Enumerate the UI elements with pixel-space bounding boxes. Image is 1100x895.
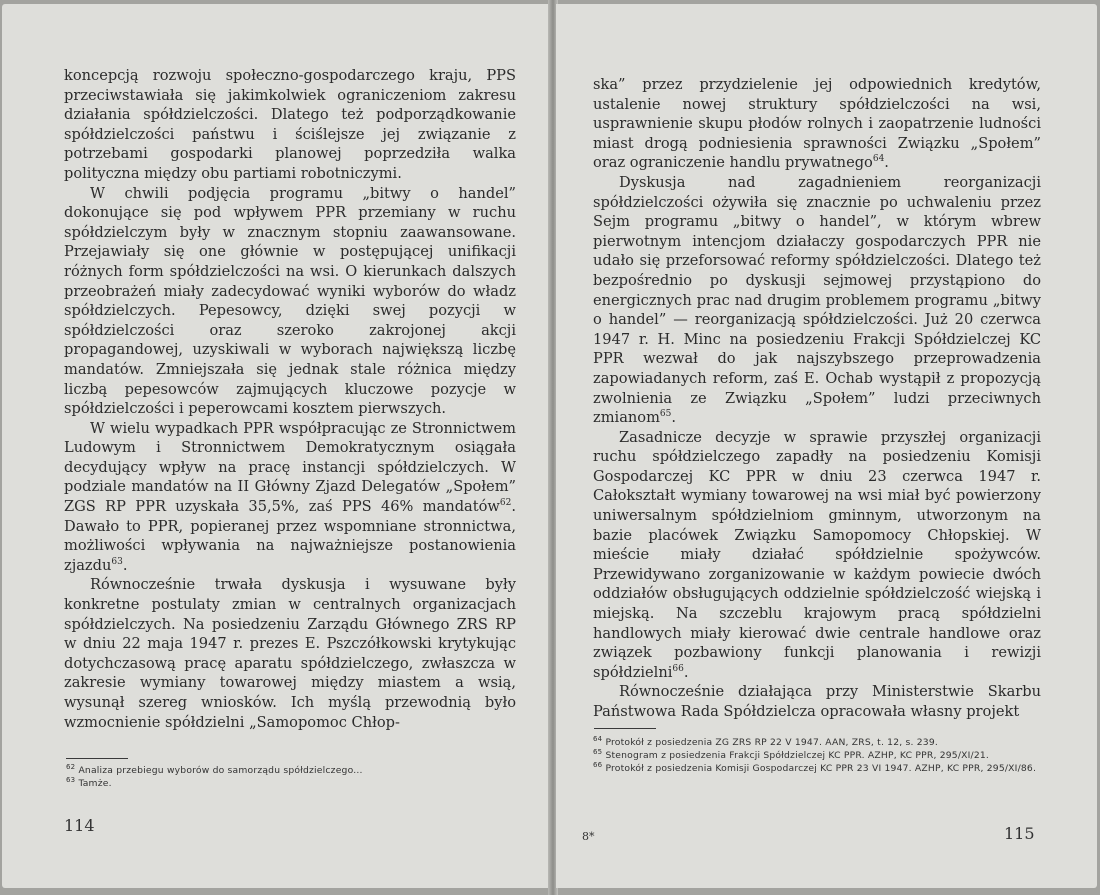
paragraph: Dyskusja nad zagadnieniem reorganizacji spółdzielczości ożywiła się znacznie po uchwaleniu przez Sejm programu „bitwy o handel”, w którym wbrew pierwotnym intencjom działaczy gospodarczych PPR nie udało się przeforsować reformy spółdzielczości. Dlatego też bezpośrednio po dyskusji sejmowej przystąpiono do energicznych prac nad drugim problemem programu „bitwy o handel” — reorganizacją spółdzielczości. Już 20 czerwca 1947 r. H. Minc na posiedzeniu Frakcji Spółdzielczej KC PPR wezwał do jak najszybszego przeprowadzenia zapowiadanych reform, zaś E. Ochab wystąpił z propozycją zwolnienia ze Związku „Społem” ludzi przeciwnych zmianom$^{65}$. — [593, 173, 1041, 427]
page-number: 114 — [64, 816, 95, 835]
paragraph-text: . — [122, 556, 128, 574]
footnote-number: 66 — [593, 760, 603, 769]
footnote-number: 65 — [593, 747, 603, 756]
footnote-text: Tamże. — [78, 778, 112, 789]
footnote-number: 63 — [66, 775, 76, 784]
right-body-text — [593, 75, 1041, 722]
footnote-number: 64 — [593, 734, 603, 743]
paragraph: Równocześnie działająca przy Ministerstwie Skarbu Państwowa Rada Spółdzielcza opracowała własny projekt — [593, 683, 1041, 720]
footnote-text: Stenogram z posiedzenia Frakcji Spółdzielczej KC PPR. AZHP, KC PPR, 295/XI/21. — [605, 750, 990, 761]
footnote — [593, 762, 1043, 775]
footnote-ref: 64 — [872, 154, 885, 165]
paragraph: Równocześnie trwała dyskusja i wysuwane były konkretne postulaty zmian w centralnych organizacjach spółdzielczych. Na posiedzeniu Zarządu Głównego ZRS RP w dniu 22 maja 1947 r. prezes E. Pszczółkowski krytykując dotychczasową pracę aparatu spółdzielczego, zwłaszcza w zakresie wymiany towarowej między miastem a wsią, wysunął szereg wniosków. Ich myślą przewodnią było wzmocnienie spółdzielni „Samopomoc Chłop- — [64, 576, 516, 731]
left-page — [2, 4, 550, 888]
footnote — [593, 736, 1043, 749]
paragraph: ska” przez przydzielenie jej odpowiednich kredytów, ustalenie nowej struktury spółdzielczości na wsi, usprawnienie skupu płodów rolnych i zaopatrzenie ludności miast drogą podniesienia sprawności Związku „Społem” oraz ograniczenie handlu prywatnego$^{64}$. — [593, 76, 1041, 172]
page-number: 115 — [1004, 824, 1035, 843]
right-footnotes — [593, 736, 1043, 775]
paragraph-text: Dyskusja nad zagadnieniem reorganizacji spółdzielczości ożywiła się znacznie po uchwaleniu przez Sejm programu „bitwy o handel”, w którym wbrew pierwotnym intencjom działaczy gospodarczych PPR nie udało się przeforsować reformy spółdzielczości. Dlatego też bezpośrednio po dyskusji sejmowej przystąpiono do energicznych prac nad drugim problemem programu „bitwy o handel” — reorganizacją spółdzielczości. Już 20 czerwca 1947 r. H. Minc na posiedzeniu Frakcji Spółdzielczej KC PPR wezwał do jak najszybszego przeprowadzenia zapowiadanych reform, zaś E. Ochab wystąpił z propozycją zwolnienia ze Związku „Społem” ludzi przeciwnych zmianom — [593, 173, 1041, 427]
footnote-text: Protokół z posiedzenia Komisji Gospodarczej KC PPR 23 VI 1947. AZHP, KC PPR, 295/XI/86. — [605, 763, 1037, 774]
footnote-text: Analiza przebiegu wyborów do samorządu spółdzielczego... — [78, 765, 363, 776]
right-page — [556, 4, 1097, 888]
footnote-number: 62 — [66, 762, 76, 771]
footnote-ref: 65 — [659, 409, 672, 420]
footnote-rule — [594, 728, 656, 729]
paragraph-text: Zasadnicze decyzje w sprawie przyszłej organizacji ruchu spółdzielczego zapadły na posiedzeniu Komisji Gospodarczej KC PPR w dniu 23 czerwca 1947 r. Całokształt wymiany towarowej na wsi miał być powierzony uniwersalnym spółdzielniom gminnym, utworzonym na bazie placówek Związku Samopomocy Chłopskiej. W mieście miały działać spółdzielnie spożywców. Przewidywano zorganizowanie w każdym powiecie dwóch oddziałów obsługujących oddzielnie spółdzielczość wiejską i miejską. Na szczeblu krajowym pracą spółdzielni handlowych miały kierować dwie centrale handlowe oraz związek pozbawiony funkcji planowania i rewizji spółdzielni — [593, 428, 1041, 681]
paragraph-text: ska” przez przydzielenie jej odpowiednich kredytów, ustalenie nowej struktury spółdzielczości na wsi, usprawnienie skupu płodów rolnych i zaopatrzenie ludności miast drogą podniesienia sprawności Związku „Społem” oraz ograniczenie handlu prywatnego — [593, 76, 1041, 172]
paragraph: W chwili podjęcia programu „bitwy o handel” dokonujące się pod wpływem PPR przemiany w ruchu spółdzielczym były w znacznym stopniu zaawansowane. Przejawiały się one głównie w postępującej unifikacji różnych form spółdzielczości na wsi. O kierunkach dalszych przeobrażeń miały zadecydować wyniki wyborów do władz spółdzielczych. Pepesowcy, dzięki swej pozycji w spółdzielczości oraz szeroko zakrojonej akcji propagandowej, uzyskiwali w wyborach największą liczbę mandatów. Zmniejszała się jednak stale różnica między liczbą pepesowców zajmujących kluczowe pozycje w spółdzielczości i peperowcami kosztem pierwszych. — [64, 184, 516, 418]
paragraph: koncepcją rozwoju społeczno-gospodarczego kraju, PPS przeciwstawiała się jakimkolwiek ograniczeniom zakresu działania spółdzielczości. Dlatego też podporządkowanie spółdzielczości państwu i ściślejsze jej związanie z potrzebami gospodarki planowej poprzedziła walka polityczna między obu partiami robotniczymi. — [64, 67, 516, 182]
paragraph-text: W wielu wypadkach PPR współpracując ze Stronnictwem Ludowym i Stronnictwem Demokratycznym osiągała decydujący wpływ na pracę instancji spółdzielczych. W podziale mandatów na II Główny Zjazd Delegatów „Społem” ZGS RP PPR uzyskała 35,5%, zaś PPS 46% mandatów — [64, 419, 516, 516]
left-body-text — [64, 66, 516, 732]
footnote — [66, 777, 516, 790]
footnote — [66, 764, 516, 777]
paragraph — [64, 419, 516, 576]
footnote-ref: 62 — [499, 498, 512, 509]
left-footnotes — [66, 764, 516, 790]
footnote-rule — [66, 758, 128, 759]
footnote-ref: 66 — [672, 663, 684, 674]
footnote-text: Protokół z posiedzenia ZG ZRS RP 22 V 1947. AAN, ZRS, t. 12, s. 239. — [605, 737, 938, 748]
printer-signature: 8* — [582, 830, 595, 843]
paragraph-text: . Dawało to PPR, popieranej przez wspomniane stronnictwa, możliwości wpływania na najważniejsze postanowienia zjazdu — [64, 498, 516, 574]
footnote-ref: 63 — [111, 556, 123, 567]
footnote — [593, 749, 1043, 762]
paragraph: Zasadnicze decyzje w sprawie przyszłej organizacji ruchu spółdzielczego zapadły na posiedzeniu Komisji Gospodarczej KC PPR w dniu 23 czerwca 1947 r. Całokształt wymiany towarowej na wsi miał być powierzony uniwersalnym spółdzielniom gminnym, utworzonym na bazie placówek Związku Samopomocy Chłopskiej. W mieście miały działać spółdzielnie spożywców. Przewidywano zorganizowanie w każdym powiecie dwóch oddziałów obsługujących oddzielnie spółdzielczość wiejską i miejską. Na szczeblu krajowym pracą spółdzielni handlowych miały kierować dwie centrale handlowe oraz związek pozbawiony funkcji planowania i rewizji spółdzielni$^{66}$. — [593, 428, 1041, 681]
